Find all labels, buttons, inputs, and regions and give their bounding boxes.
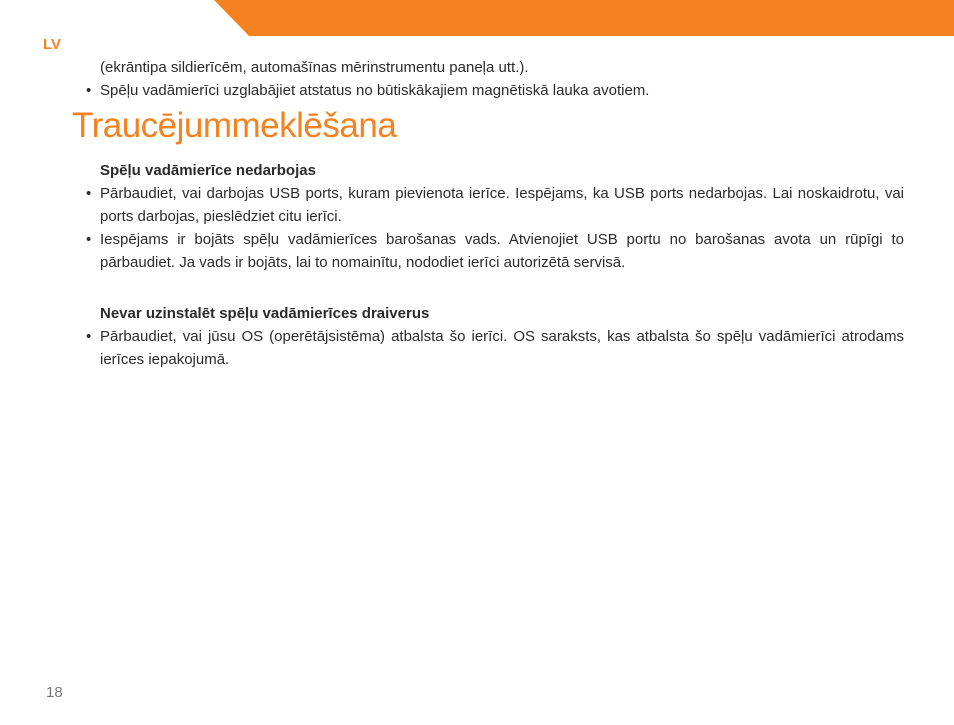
issue-bullet: • Iespējams ir bojāts spēļu vadāmierīces barošanas vads. Atvienojiet USB portu no barošanas avota un rūpīgi to pārbaudiet. Ja vads ir bojāts, lai to nomainītu, nododiet ierīci autorizētā servisā.: [86, 228, 904, 274]
language-code: LV: [43, 36, 62, 53]
issue-heading: Spēļu vadāmierīce nedarbojas: [100, 162, 316, 179]
issue-block-2: [86, 302, 904, 371]
section-title: Traucējummeklēšana: [72, 106, 397, 145]
issue-heading: Nevar uzinstalēt spēļu vadāmierīces draiverus: [100, 305, 430, 322]
intro-bullet: • Spēļu vadāmierīci uzglabājiet atstatus no būtiskākajiem magnētiskā lauka avotiem.: [86, 79, 904, 102]
issue-bullet: • Pārbaudiet, vai darbojas USB ports, kuram pievienota ierīce. Iespējams, ka USB ports nedarbojas. Lai noskaidrotu, vai ports darbojas, pieslēdziet citu ierīci.: [86, 182, 904, 228]
header-orange-band: [214, 0, 954, 36]
intro-continuation: (ekrāntipa sildierīcēm, automašīnas mērinstrumentu paneļa utt.).: [100, 59, 529, 76]
page-number: 18: [46, 684, 63, 701]
issue-block-1: [86, 159, 904, 274]
issue-bullet: • Pārbaudiet, vai jūsu OS (operētājsistēma) atbalsta šo ierīci. OS saraksts, kas atbalsta šo spēļu vadāmierīci atrodams ierīces iepakojumā.: [86, 325, 904, 371]
intro-block: [86, 56, 904, 102]
